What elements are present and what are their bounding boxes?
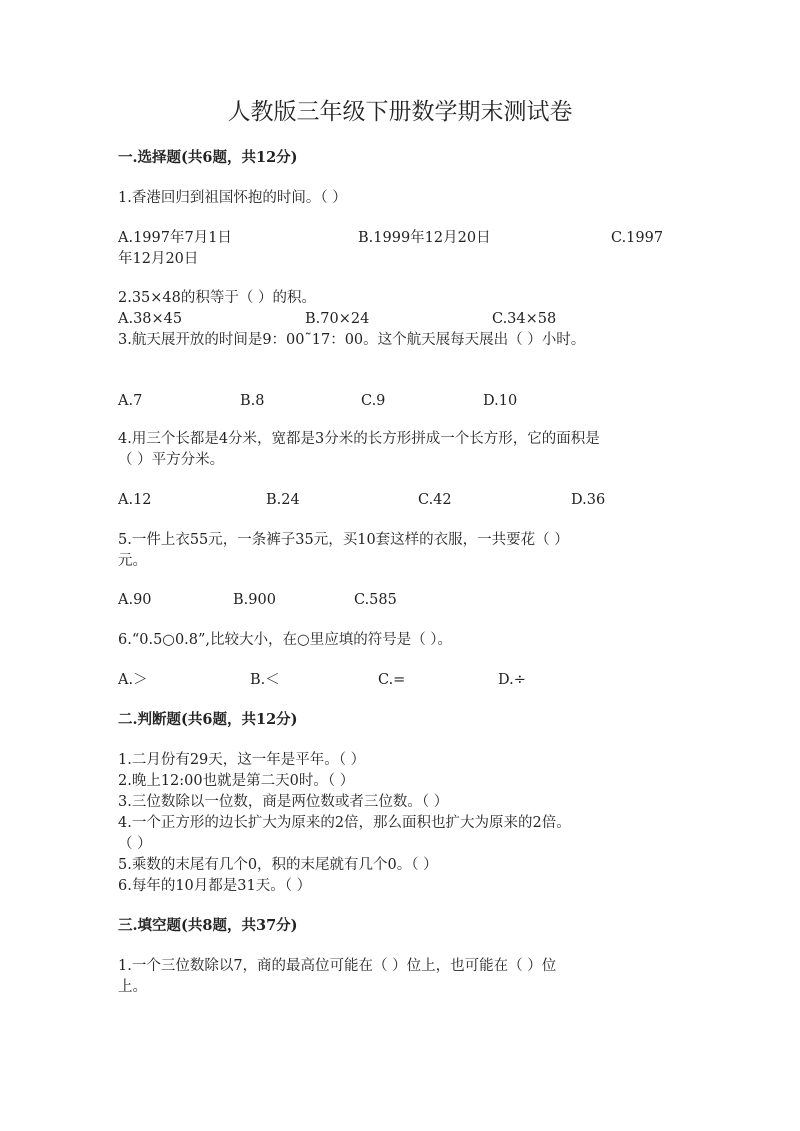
question-5-text-continued: 元。 <box>118 553 147 569</box>
fill-blank-1-continued: 上。 <box>118 979 147 995</box>
question-4-text-continued: （ ）平方分米。 <box>118 452 225 468</box>
q5-option-b: B.900 <box>233 592 276 608</box>
q5-option-a: A.90 <box>118 592 152 608</box>
q3-option-c: C.9 <box>361 393 386 409</box>
q6-option-a: A.＞ <box>118 672 148 688</box>
judgment-4-continued: （ ） <box>118 836 152 852</box>
question-6-text: 6.“0.5○0.8”,比较大小，在○里应填的符号是（ ）。 <box>118 632 453 648</box>
q2-option-b: B.70×24 <box>305 311 370 327</box>
judgment-6: 6.每年的10月都是31天。（ ） <box>118 878 312 894</box>
q4-option-c: C.42 <box>418 492 452 508</box>
q1-option-c-continued: 年12月20日 <box>118 251 199 267</box>
q6-option-b: B.＜ <box>250 672 280 688</box>
judgment-4: 4.一个正方形的边长扩大为原来的2倍，那么面积也扩大为原来的2倍。 <box>118 815 571 831</box>
judgment-1: 1.二月份有29天，这一年是平年。（ ） <box>118 752 366 768</box>
fill-blank-1: 1.一个三位数除以7，商的最高位可能在（ ）位上，也可能在（ ）位 <box>118 958 557 974</box>
q4-option-b: B.24 <box>266 492 300 508</box>
section-heading-choice: 一.选择题(共6题，共12分) <box>118 149 298 166</box>
q6-option-d: D.÷ <box>498 672 526 688</box>
q6-option-c: C.= <box>378 672 406 688</box>
page-title: 人教版三年级下册数学期末测试卷 <box>227 99 573 125</box>
q1-option-a: A.1997年7月1日 <box>118 230 232 246</box>
q2-option-a: A.38×45 <box>118 311 183 327</box>
question-5-text: 5.一件上衣55元，一条裤子35元，买10套这样的衣服，一共要花（ ） <box>118 532 569 548</box>
question-3-text: 3.航天展开放的时间是9：00˜17：00。这个航天展每天展出（ ）小时。 <box>118 332 586 348</box>
question-1-text: 1.香港回归到祖国怀抱的时间。（ ） <box>118 190 347 206</box>
question-4-text: 4.用三个长都是4分米，宽都是3分米的长方形拼成一个长方形，它的面积是 <box>118 431 600 447</box>
question-2-text: 2.35×48的积等于（ ）的积。 <box>118 290 316 306</box>
judgment-2: 2.晚上12:00也就是第二天0时。（ ） <box>118 773 355 789</box>
judgment-5: 5.乘数的末尾有几个0，积的末尾就有几个0。（ ） <box>118 857 438 873</box>
q3-option-d: D.10 <box>483 393 518 409</box>
section-heading-fill-blank: 三.填空题(共8题，共37分) <box>118 917 298 934</box>
q4-option-d: D.36 <box>571 492 606 508</box>
q1-option-b: B.1999年12月20日 <box>358 230 491 246</box>
section-heading-judgment: 二.判断题(共6题，共12分) <box>118 711 298 728</box>
q5-option-c: C.585 <box>354 592 397 608</box>
judgment-3: 3.三位数除以一位数，商是两位数或者三位数。（ ） <box>118 794 449 810</box>
q1-option-c: C.1997 <box>611 230 664 246</box>
q3-option-a: A.7 <box>118 393 143 409</box>
q3-option-b: B.8 <box>240 393 265 409</box>
q2-option-c: C.34×58 <box>492 311 557 327</box>
q4-option-a: A.12 <box>118 492 152 508</box>
